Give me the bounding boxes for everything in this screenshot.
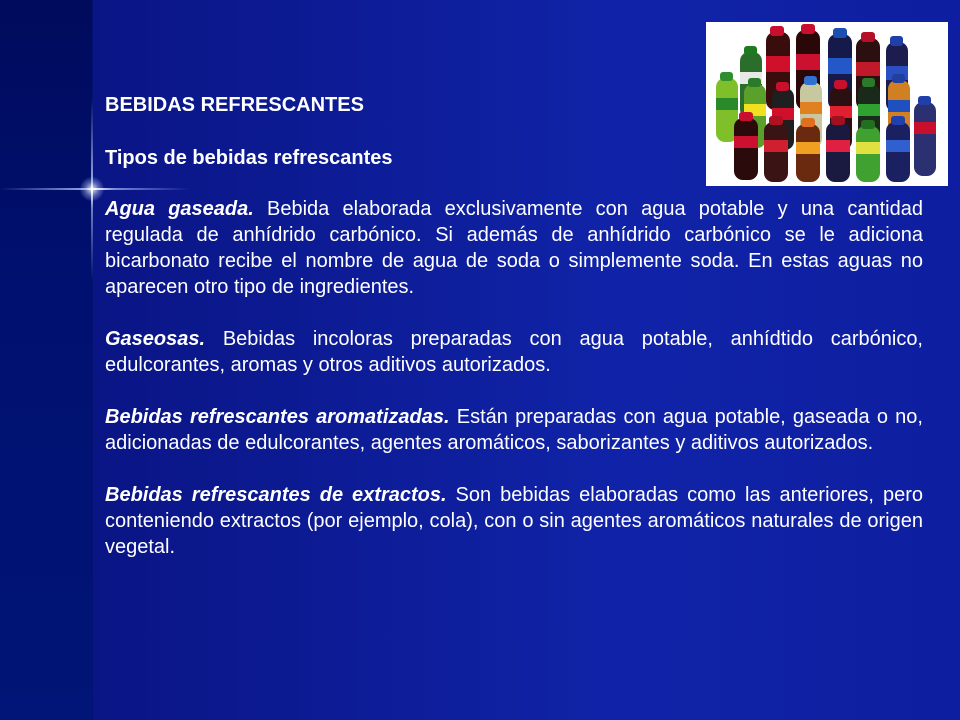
sparkle-star-icon <box>80 177 104 201</box>
term-aromatizadas: Bebidas refrescantes aromatizadas. <box>105 406 450 428</box>
term-extractos: Bebidas refrescantes de extractos. <box>105 484 447 506</box>
paragraph-agua-gaseada <box>105 196 923 300</box>
slide-title: BEBIDAS REFRESCANTES <box>105 94 364 116</box>
slide-content <box>105 92 923 560</box>
term-agua-gaseada: Agua gaseada. <box>105 198 254 220</box>
paragraph-aromatizadas <box>105 404 923 456</box>
slide-subtitle: Tipos de bebidas refrescantes <box>105 147 393 169</box>
term-gaseosas: Gaseosas. <box>105 328 206 350</box>
text-agua-gaseada: Bebida elaborada exclusivamente con agua potable y una cantidad regulada de anhídrido carbónico. Si además de anhídrido carbónico se le adiciona bicarbonato recibe el nombre de agua de soda o simplemente soda. En estas aguas no aparecen otro tipo de ingredientes. <box>105 198 923 298</box>
text-aromatizadas: Están preparadas con agua potable, gaseada o no, adicionadas de edulcorantes, agentes aromáticos, saborizantes y aditivos autorizados. <box>105 406 923 454</box>
left-band-decoration <box>0 0 92 720</box>
text-gaseosas: Bebidas incoloras preparadas con agua potable, anhídtido carbónico, edulcorantes, aromas y otros aditivos autorizados. <box>105 328 923 376</box>
paragraph-extractos <box>105 482 923 560</box>
text-extractos: Son bebidas elaboradas como las anteriores, pero conteniendo extractos (por ejemplo, cola), con o sin agentes aromáticos naturales de origen vegetal. <box>105 484 923 558</box>
paragraph-gaseosas <box>105 326 923 378</box>
